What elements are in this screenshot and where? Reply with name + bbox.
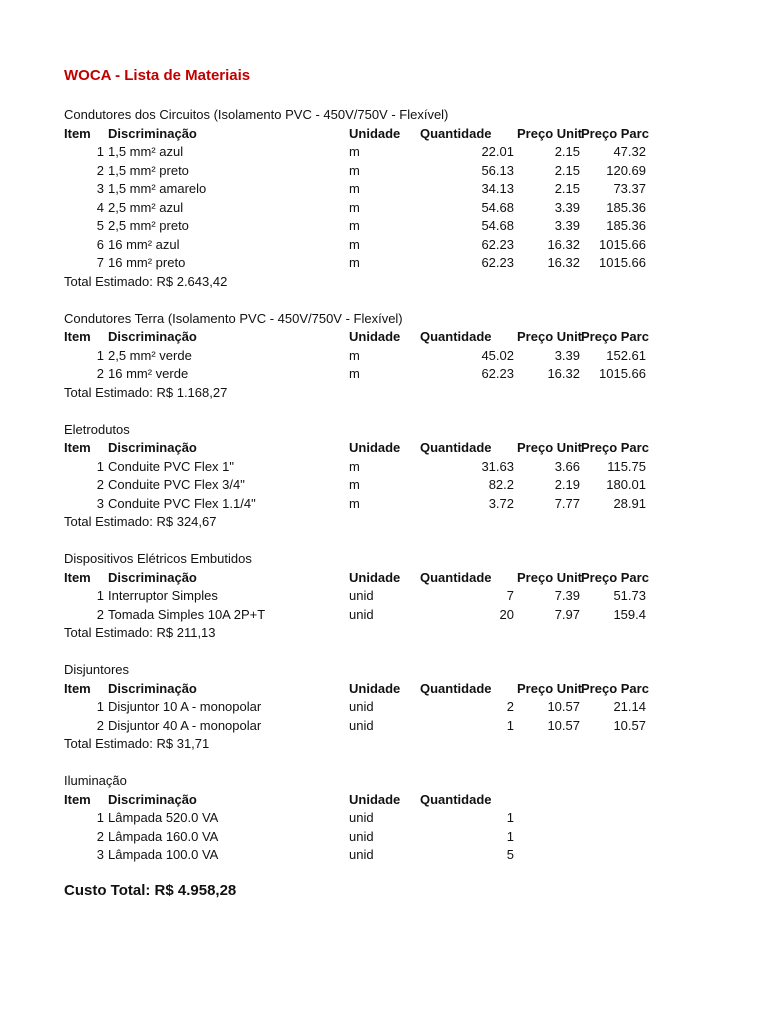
section-5 [64,661,664,754]
table-row [64,587,664,606]
item-number: 2 [96,828,104,844]
header-item: Item [64,440,91,455]
table-row [64,828,664,847]
item-unit-price: 7.77 [554,495,580,511]
item-quantity: 3.72 [488,495,514,511]
item-total-price: 51.73 [613,588,646,603]
section-total-row [64,735,664,754]
item-total-price: 1015.66 [599,236,646,252]
item-total-price: 28.91 [613,495,646,511]
item-description: Lâmpada 100.0 VA [108,847,219,862]
item-unit-price: 10.57 [547,717,580,733]
table-row [64,347,664,366]
item-number: 1 [96,810,104,825]
item-description: Lâmpada 160.0 VA [108,828,219,844]
table-row [64,717,664,736]
item-description: 16 mm² verde [108,366,189,381]
item-description: 2,5 mm² verde [108,347,192,363]
materials-document [64,66,664,901]
item-total-price: 180.01 [606,477,646,492]
item-unit-price: 2.15 [554,181,580,196]
item-quantity: 54.68 [481,218,514,233]
item-unit-price: 16.32 [547,236,580,252]
item-quantity: 1 [506,810,514,825]
item-unit: m [349,477,360,492]
item-description: 2,5 mm² azul [108,199,184,215]
item-quantity: 22.01 [481,144,514,159]
header-unidade: Unidade [349,791,401,807]
header-item: Item [64,680,91,696]
item-description: Lâmpada 520.0 VA [108,810,219,825]
item-unit-price: 3.39 [554,218,580,233]
section-total: Total Estimado: R$ 1.168,27 [64,384,228,400]
section-3 [64,421,664,532]
header-quantidade: Quantidade [420,791,492,807]
item-unit: unid [349,717,374,733]
item-total-price: 10.57 [613,717,646,733]
section-total: Total Estimado: R$ 324,67 [64,514,217,529]
item-total-price: 21.14 [613,699,646,714]
item-description: Interruptor Simples [108,588,218,603]
section-title-row [64,550,664,569]
table-header [64,680,664,699]
section-1 [64,106,664,291]
sections-container [64,106,664,865]
table-header [64,569,664,588]
item-total-price: 185.36 [606,218,646,233]
item-number: 2 [96,477,104,492]
header-quantidade: Quantidade [420,440,492,455]
section-title-row [64,772,664,791]
header-unidade: Unidade [349,440,401,455]
header-item: Item [64,569,91,585]
table-row [64,606,664,625]
item-unit: unid [349,828,374,844]
item-number: 1 [96,699,104,714]
item-number: 3 [96,847,104,862]
table-row [64,143,664,162]
header-discriminacao: Discriminação [108,680,197,696]
item-unit-price: 3.39 [554,347,580,363]
item-quantity: 62.23 [481,236,514,252]
item-unit: unid [349,699,374,714]
item-unit-price: 3.66 [554,458,580,474]
header-preco-unit: Preço Unit [517,680,583,696]
item-total-price: 47.32 [613,144,646,159]
item-unit-price: 7.97 [554,606,580,622]
table-header [64,439,664,458]
table-row [64,846,664,865]
table-row [64,698,664,717]
item-description: Conduite PVC Flex 1" [108,458,235,474]
item-quantity: 2 [506,699,514,714]
table-row [64,236,664,255]
section-total: Total Estimado: R$ 2.643,42 [64,273,228,289]
header-preco-unit: Preço Unit [517,125,583,141]
item-unit-price: 2.15 [554,162,580,178]
section-total-row [64,273,664,292]
header-preco-unit: Preço Unit [517,569,583,585]
item-number: 2 [96,606,104,622]
item-unit-price: 7.39 [554,588,580,603]
section-title-row [64,661,664,680]
section-title: Dispositivos Elétricos Embutidos [64,551,252,566]
item-unit: m [349,144,360,159]
item-description: Conduite PVC Flex 3/4" [108,477,245,492]
item-unit: m [349,199,360,215]
header-preco-unit: Preço Unit [517,329,583,344]
header-quantidade: Quantidade [420,125,492,141]
item-number: 2 [96,717,104,733]
document-title: WOCA - Lista de Materiais [64,67,251,84]
item-unit-price: 2.15 [554,144,580,159]
item-quantity: 31.63 [481,458,514,474]
table-row [64,180,664,199]
table-row [64,162,664,181]
header-unidade: Unidade [349,329,401,344]
header-preco-parc: Preço Parc [581,569,649,585]
item-unit: m [349,347,360,363]
item-number: 1 [96,458,104,474]
item-unit: unid [349,606,374,622]
header-unidade: Unidade [349,680,401,696]
item-unit: m [349,218,360,233]
item-quantity: 62.23 [481,366,514,381]
grand-total: Custo Total: R$ 4.958,28 [64,882,237,899]
table-row [64,217,664,236]
item-description: Disjuntor 40 A - monopolar [108,717,262,733]
item-number: 1 [96,144,104,159]
section-total: Total Estimado: R$ 31,71 [64,736,210,751]
item-unit-price: 3.39 [554,199,580,215]
section-title: Condutores dos Circuitos (Isolamento PVC - 450V/750V - Flexível) [64,107,449,122]
table-row [64,199,664,218]
header-preco-parc: Preço Parc [581,680,649,696]
item-unit: m [349,458,360,474]
section-2 [64,310,664,403]
item-quantity: 20 [499,606,514,622]
header-discriminacao: Discriminação [108,791,197,807]
section-title: Eletrodutos [64,421,130,437]
item-total-price: 159.4 [613,606,646,622]
item-description: 1,5 mm² amarelo [108,181,207,196]
table-header [64,328,664,347]
header-preco-unit: Preço Unit [517,440,583,455]
item-description: 2,5 mm² preto [108,218,189,233]
item-total-price: 115.75 [607,458,646,474]
section-6 [64,772,664,865]
header-unidade: Unidade [349,125,401,141]
header-unidade: Unidade [349,569,401,585]
table-header [64,125,664,144]
item-number: 5 [96,218,104,233]
item-quantity: 54.68 [481,199,514,215]
section-title: Iluminação [64,773,127,788]
item-number: 1 [96,588,104,603]
item-description: Tomada Simples 10A 2P+T [108,606,266,622]
item-description: Disjuntor 10 A - monopolar [108,699,262,714]
header-item: Item [64,125,91,141]
item-total-price: 185.36 [606,199,646,215]
item-number: 3 [96,181,104,196]
item-unit-price: 16.32 [547,255,580,270]
item-number: 1 [96,347,104,363]
header-discriminacao: Discriminação [108,569,197,585]
table-row [64,809,664,828]
item-unit-price: 16.32 [547,366,580,381]
item-total-price: 152.61 [606,347,646,363]
item-number: 2 [96,162,104,178]
header-item: Item [64,791,91,807]
header-preco-parc: Preço Parc [581,125,649,141]
section-total-row [64,624,664,643]
item-unit: unid [349,847,374,862]
item-description: 16 mm² preto [108,255,186,270]
header-quantidade: Quantidade [420,329,492,344]
item-number: 7 [96,255,104,270]
item-quantity: 1 [506,717,514,733]
table-header [64,791,664,810]
item-unit: unid [349,588,374,603]
item-description: 1,5 mm² azul [108,144,184,159]
item-unit: m [349,366,360,381]
item-description: Conduite PVC Flex 1.1/4" [108,495,256,511]
item-unit: unid [349,810,374,825]
item-quantity: 45.02 [481,347,514,363]
item-unit: m [349,495,360,511]
item-total-price: 73.37 [613,181,646,196]
item-unit: m [349,181,360,196]
table-row [64,254,664,273]
header-item: Item [64,329,91,344]
header-discriminacao: Discriminação [108,440,197,455]
item-unit: m [349,236,360,252]
item-quantity: 5 [506,847,514,862]
header-preco-parc: Preço Parc [581,329,649,344]
header-discriminacao: Discriminação [108,125,197,141]
item-description: 1,5 mm² preto [108,162,189,178]
section-total: Total Estimado: R$ 211,13 [64,625,216,640]
item-number: 2 [96,366,104,381]
header-quantidade: Quantidade [420,680,492,696]
header-quantidade: Quantidade [420,569,492,585]
item-description: 16 mm² azul [108,236,180,252]
section-title: Condutores Terra (Isolamento PVC - 450V/750V - Flexível) [64,310,403,326]
section-title-row [64,106,664,125]
item-quantity: 7 [506,588,514,603]
table-row [64,476,664,495]
header-discriminacao: Discriminação [108,329,197,344]
item-unit: m [349,255,360,270]
item-quantity: 34.13 [481,181,514,196]
item-number: 6 [96,236,104,252]
item-quantity: 1 [506,828,514,844]
item-number: 3 [96,495,104,511]
table-row [64,495,664,514]
section-title: Disjuntores [64,662,130,677]
item-number: 4 [96,199,104,215]
item-quantity: 62.23 [481,255,514,270]
item-total-price: 120.69 [606,162,646,178]
section-total-row [64,513,664,532]
item-quantity: 82.2 [488,477,514,492]
section-total-row [64,384,664,403]
item-quantity: 56.13 [481,162,514,178]
item-unit-price: 10.57 [547,699,580,714]
section-title-row [64,310,664,329]
item-total-price: 1015.66 [599,255,646,270]
section-title-row [64,421,664,440]
item-unit-price: 2.19 [554,477,580,492]
header-preco-parc: Preço Parc [581,440,649,455]
table-row [64,365,664,384]
item-unit: m [349,162,360,178]
table-row [64,458,664,477]
item-total-price: 1015.66 [599,366,646,381]
section-4 [64,550,664,643]
